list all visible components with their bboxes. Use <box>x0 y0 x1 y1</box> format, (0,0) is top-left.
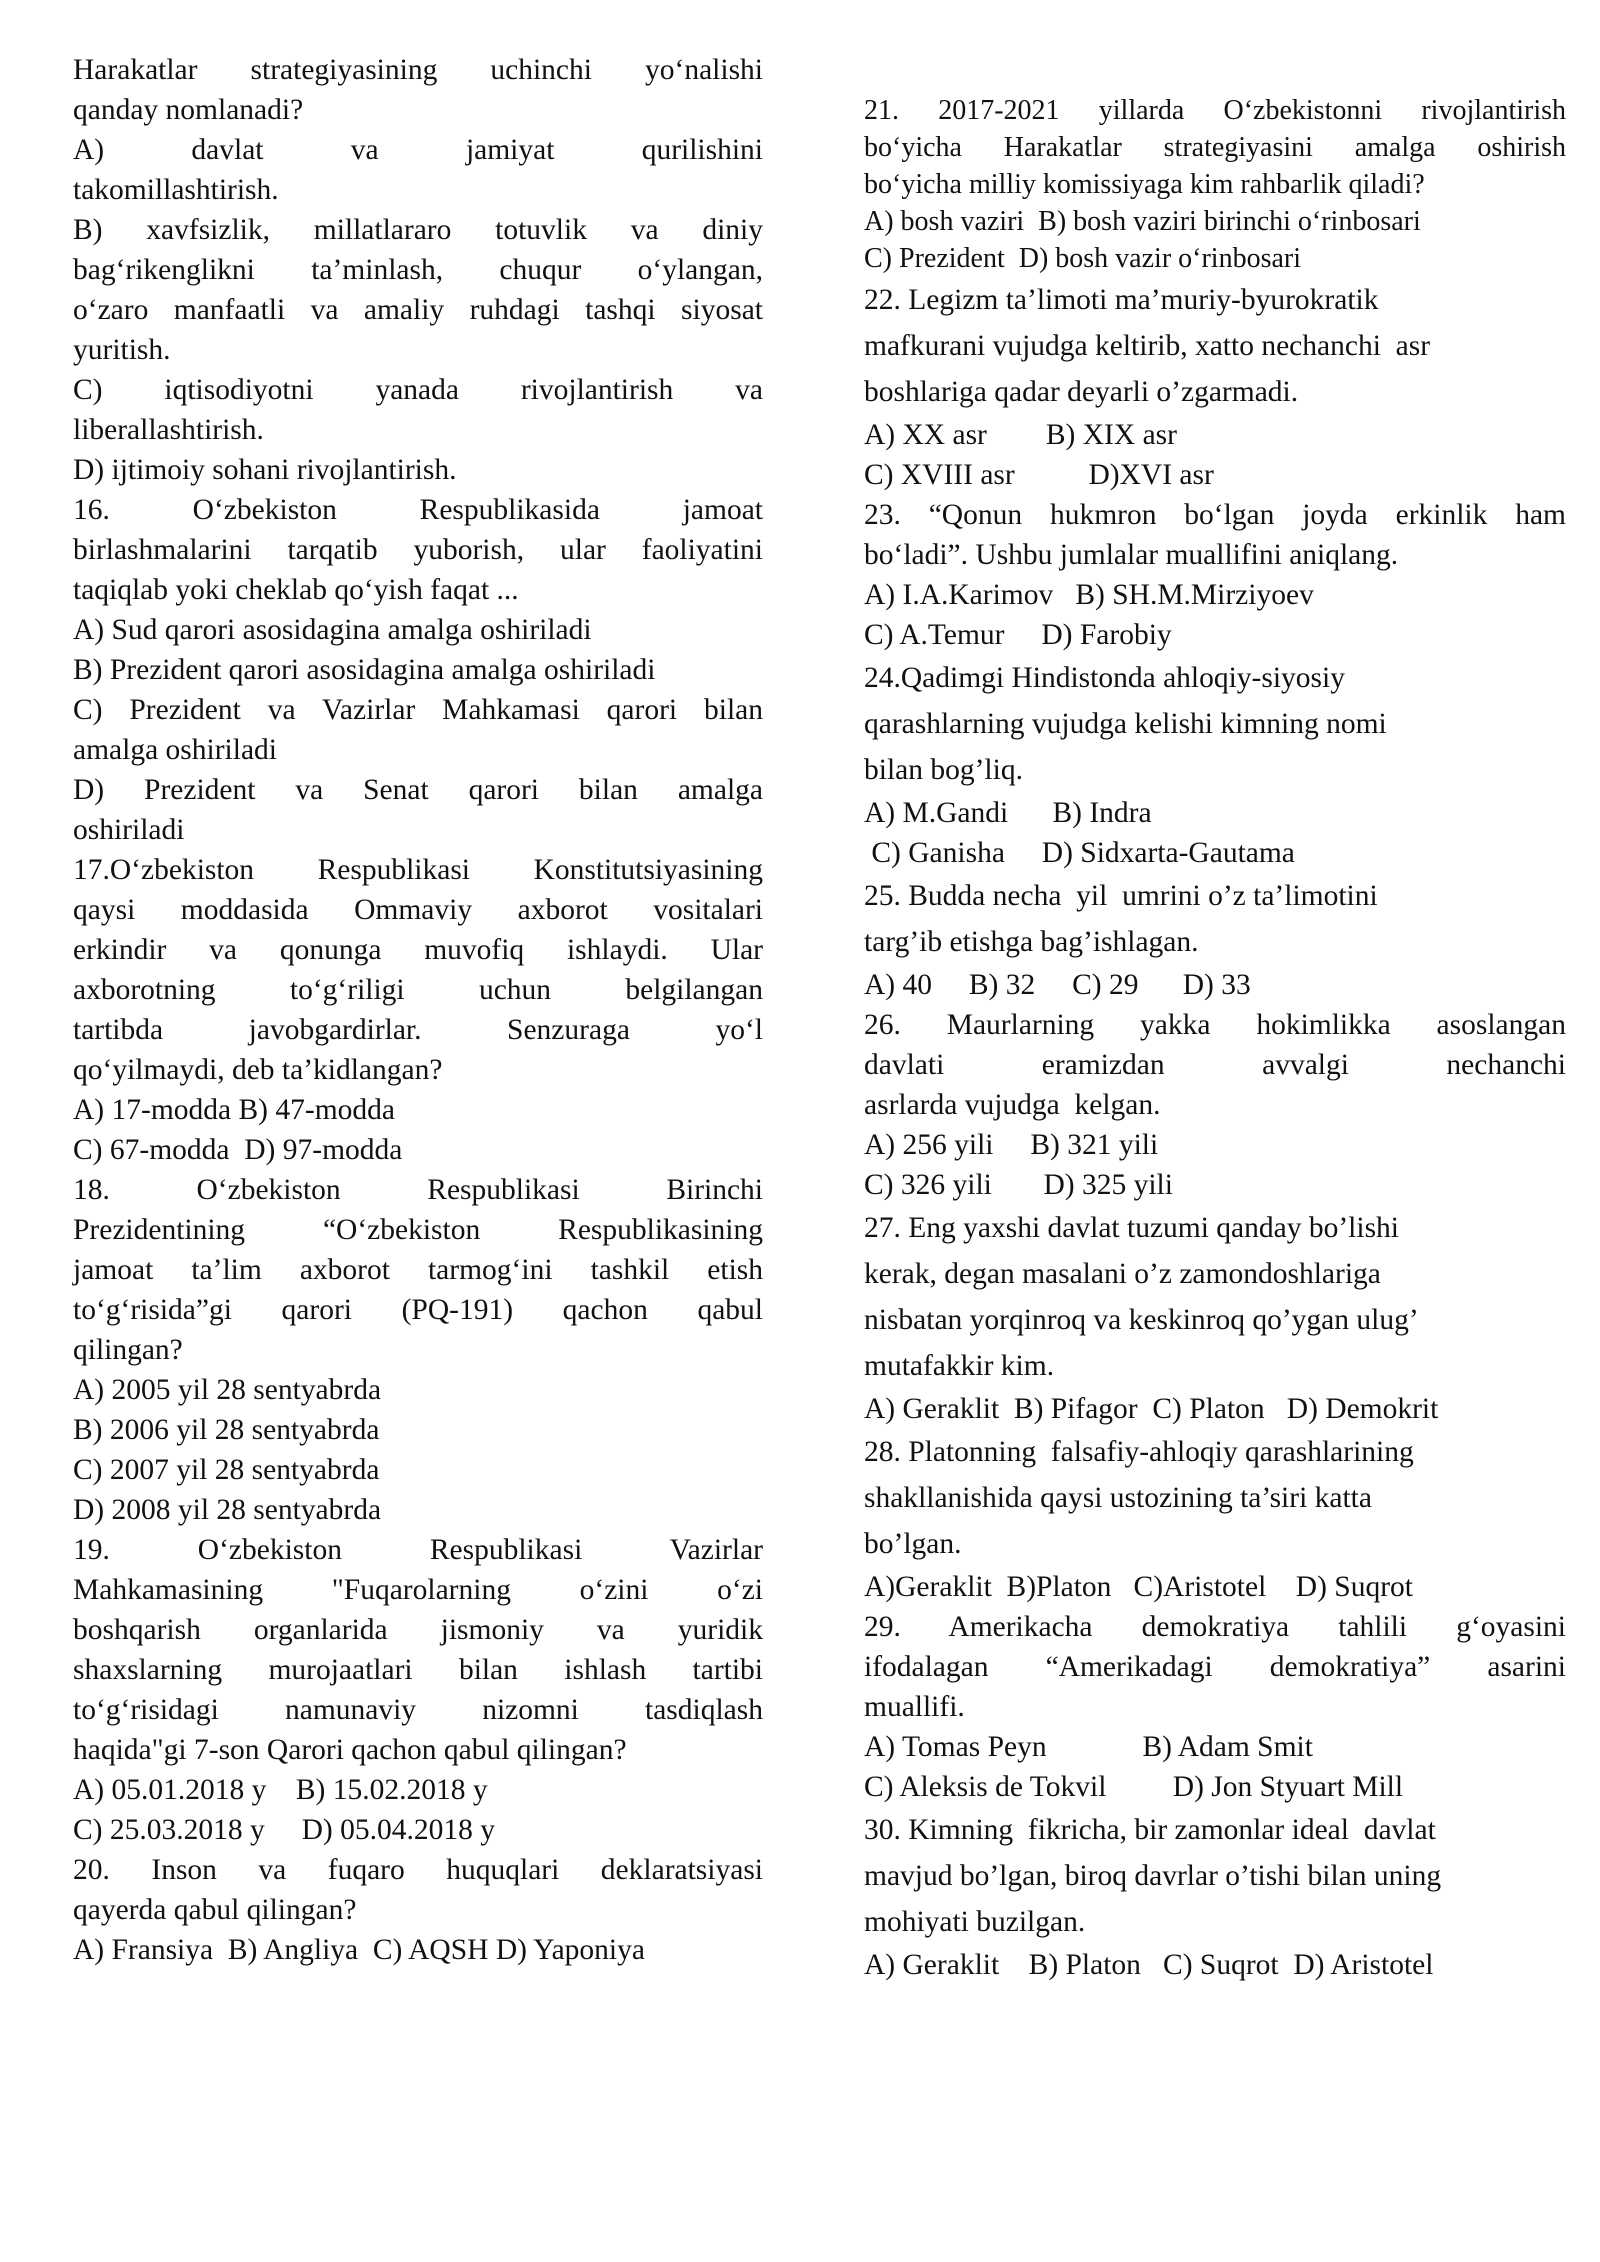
question-block-q22ab <box>864 415 1566 455</box>
text-line: 20. Inson va fuqaro huquqlari deklaratsiyasi <box>73 1854 763 1886</box>
text-line: davlati eramizdan avvalgi nechanchi <box>864 1049 1566 1081</box>
text-line: 25. Budda necha yil umrini o’z ta’limotini <box>864 880 1378 912</box>
text-line: erkindir va qonunga muvofiq ishlaydi. Ular <box>73 934 763 966</box>
question-block-q26 <box>864 1005 1566 1085</box>
question-block-q19cd <box>73 1810 763 1850</box>
text-line: shaxslarning murojaatlari bilan ishlash tartibi <box>73 1654 763 1686</box>
text-line: A) XX asr B) XIX asr <box>864 419 1177 451</box>
text-line: Harakatlar strategiyasining uchinchi yo‘nalishi <box>73 54 763 86</box>
left-column <box>73 50 763 1970</box>
text-line: 16. O‘zbekiston Respublikasida jamoat <box>73 494 763 526</box>
question-block-q29cd <box>864 1767 1566 1807</box>
text-line: mavjud bo’lgan, biroq davrlar o’tishi bilan uning <box>864 1860 1442 1892</box>
text-line: 22. Legizm ta’limoti ma’muriy-byurokratik <box>864 284 1379 316</box>
text-line: A) davlat va jamiyat qurilishini <box>73 134 763 166</box>
text-line: A) Tomas Peyn B) Adam Smit <box>864 1731 1313 1763</box>
question-block-q16 <box>73 490 763 610</box>
text-line: C) 25.03.2018 y D) 05.04.2018 y <box>73 1814 496 1846</box>
text-line: A) 2005 yil 28 sentyabrda <box>73 1374 382 1406</box>
text-line: 18. O‘zbekiston Respublikasi Birinchi <box>73 1174 763 1206</box>
question-block-q20 <box>73 1850 763 1930</box>
question-block-q24ab <box>864 793 1566 833</box>
question-block-q15b <box>73 210 763 370</box>
text-line: takomillashtirish. <box>73 174 279 206</box>
text-line: kerak, degan masalani o’z zamondoshlariga <box>864 1258 1381 1290</box>
text-line: Mahkamasining "Fuqarolarning o‘zini o‘zi <box>73 1574 763 1606</box>
text-line: qo‘yilmaydi, deb ta’kidlangan? <box>73 1054 443 1086</box>
question-block-q23ab <box>864 575 1566 615</box>
text-line: 28. Platonning falsafiy-ahloqiy qarashlarining <box>864 1436 1414 1468</box>
text-line: C) 326 yili D) 325 yili <box>864 1169 1173 1201</box>
text-line: A) I.A.Karimov B) SH.M.Mirziyoev <box>864 579 1314 611</box>
text-line: birlashmalarini tarqatib yuborish, ular faoliyatini <box>73 534 763 566</box>
text-line: to‘g‘risida”gi qarori (PQ-191) qachon qabul <box>73 1294 763 1326</box>
text-line: qayerda qabul qilingan? <box>73 1894 357 1926</box>
question-block-q22cd <box>864 455 1566 495</box>
text-line: liberallashtirish. <box>73 414 264 446</box>
text-line: B) xavfsizlik, millatlararo totuvlik va diniy <box>73 214 763 246</box>
question-block-q18d <box>73 1490 763 1530</box>
text-line: 29. Amerikacha demokratiya tahlili g‘oyasini <box>864 1611 1566 1643</box>
text-line: o‘zaro manfaatli va amaliy ruhdagi tashqi siyosat <box>73 294 763 326</box>
text-line: bilan bog’liq. <box>864 754 1023 786</box>
text-line: taqiqlab yoki cheklab qo‘yish faqat ... <box>73 574 519 606</box>
text-line: amalga oshiriladi <box>73 734 277 766</box>
text-line: A)Geraklit B)Platon C)Aristotel D) Suqrot <box>864 1571 1413 1603</box>
text-line: 30. Kimning fikricha, bir zamonlar ideal davlat <box>864 1814 1436 1846</box>
text-line: 21. 2017-2021 yillarda O‘zbekistonni rivojlantirish <box>864 95 1566 126</box>
text-line: C) Aleksis de Tokvil D) Jon Styuart Mill <box>864 1771 1404 1803</box>
text-line: yuritish. <box>73 334 171 366</box>
text-line: qarashlarning vujudga kelishi kimning nomi <box>864 708 1387 740</box>
text-line: nisbatan yorqinroq va keskinroq qo’ygan ulug’ <box>864 1304 1419 1336</box>
text-line: qaysi moddasida Ommaviy axborot vositalari <box>73 894 763 926</box>
question-block-q16d <box>73 770 763 850</box>
question-block-q26ab <box>864 1125 1566 1165</box>
question-block-q28opts <box>864 1567 1566 1607</box>
question-block-q25opts <box>864 965 1566 1005</box>
text-line: 19. O‘zbekiston Respublikasi Vazirlar <box>73 1534 763 1566</box>
text-line: asrlarda vujudga kelgan. <box>864 1089 1161 1121</box>
question-block-q15c <box>73 370 763 450</box>
question-block-q18b <box>73 1410 763 1450</box>
text-line: A) 40 B) 32 C) 29 D) 33 <box>864 969 1251 1001</box>
question-block-q21ab <box>864 203 1566 240</box>
text-line: bo’lgan. <box>864 1528 962 1560</box>
text-line: A) bosh vaziri B) bosh vaziri birinchi o‘rinbosari <box>864 206 1421 237</box>
question-block-q30 <box>864 1807 1566 1945</box>
text-line: D) 2008 yil 28 sentyabrda <box>73 1494 382 1526</box>
question-block-q17 <box>73 850 763 1090</box>
text-line: 24.Qadimgi Hindistonda ahloqiy-siyosiy <box>864 662 1345 694</box>
text-line: ifodalagan “Amerikadagi demokratiya” asarini <box>864 1651 1566 1683</box>
text-line: boshlariga qadar deyarli o’zgarmadi. <box>864 376 1299 408</box>
text-line: A) Geraklit B) Platon C) Suqrot D) Aristotel <box>864 1949 1434 1981</box>
text-line: D) ijtimoiy sohani rivojlantirish. <box>73 454 457 486</box>
text-line: oshiriladi <box>73 814 185 846</box>
question-block-q18c <box>73 1450 763 1490</box>
text-line: muallifi. <box>864 1691 965 1723</box>
question-block-q27 <box>864 1205 1566 1389</box>
question-block-q19ab <box>73 1770 763 1810</box>
question-block-q21cd <box>864 240 1566 277</box>
text-line: mohiyati buzilgan. <box>864 1906 1086 1938</box>
question-block-q25 <box>864 873 1566 965</box>
text-line: D) Prezident va Senat qarori bilan amalga <box>73 774 763 806</box>
question-block-q18 <box>73 1170 763 1370</box>
text-line: mafkurani vujudga keltirib, xatto nechanchi asr <box>864 330 1431 362</box>
text-line: 26. Maurlarning yakka hokimlikka asoslangan <box>864 1009 1566 1041</box>
text-line: qilingan? <box>73 1334 183 1366</box>
text-line: bag‘rikenglikni ta’minlash, chuqur o‘ylangan, <box>73 254 763 286</box>
text-line: mutafakkir kim. <box>864 1350 1055 1382</box>
text-line: bo‘yicha Harakatlar strategiyasini amalga oshirish <box>864 132 1566 163</box>
question-block-q18a <box>73 1370 763 1410</box>
text-line: C) A.Temur D) Farobiy <box>864 619 1172 651</box>
text-line: A) 05.01.2018 y B) 15.02.2018 y <box>73 1774 488 1806</box>
text-line: C) iqtisodiyotni yanada rivojlantirish va <box>73 374 763 406</box>
text-line: B) Prezident qarori asosidagina amalga oshiriladi <box>73 654 656 686</box>
text-line: C) Prezident va Vazirlar Mahkamasi qarori bilan <box>73 694 763 726</box>
text-line: boshqarish organlarida jismoniy va yuridik <box>73 1614 763 1646</box>
right-column <box>864 92 1566 1985</box>
text-line: to‘g‘risidagi namunaviy nizomni tasdiqlash <box>73 1694 763 1726</box>
text-line: Prezidentining “O‘zbekiston Respublikasining <box>73 1214 763 1246</box>
text-line: A) 17-modda B) 47-modda <box>73 1094 395 1126</box>
question-block-q19 <box>73 1530 763 1770</box>
question-block-q24 <box>864 655 1566 793</box>
text-line: A) Fransiya B) Angliya C) AQSH D) Yaponiya <box>73 1934 645 1966</box>
question-block-q17cd <box>73 1130 763 1170</box>
question-block-q17ab <box>73 1090 763 1130</box>
text-line: C) XVIII asr D)XVI asr <box>864 459 1214 491</box>
question-block-q21 <box>864 92 1566 203</box>
text-line: A) 256 yili B) 321 yili <box>864 1129 1159 1161</box>
text-line: shakllanishida qaysi ustozining ta’siri katta <box>864 1482 1372 1514</box>
text-line: C) Ganisha D) Sidxarta-Gautama <box>864 837 1295 869</box>
text-line: C) Prezident D) bosh vazir o‘rinbosari <box>864 243 1301 274</box>
question-block-q29 <box>864 1607 1566 1727</box>
text-line: 27. Eng yaxshi davlat tuzumi qanday bo’lishi <box>864 1212 1400 1244</box>
question-block-q27opts <box>864 1389 1566 1429</box>
question-block-q23 <box>864 495 1566 575</box>
question-block-q29ab <box>864 1727 1566 1767</box>
text-line: 17.O‘zbekiston Respublikasi Konstitutsiyasining <box>73 854 763 886</box>
question-block-q16c <box>73 690 763 770</box>
text-line: B) 2006 yil 28 sentyabrda <box>73 1414 380 1446</box>
question-block-q16b <box>73 650 763 690</box>
text-line: targ’ib etishga bag’ishlagan. <box>864 926 1199 958</box>
text-line: A) Sud qarori asosidagina amalga oshiriladi <box>73 614 592 646</box>
text-line: C) 2007 yil 28 sentyabrda <box>73 1454 380 1486</box>
question-block-q15 <box>73 50 763 130</box>
text-line: qanday nomlanadi? <box>73 94 304 126</box>
text-line: 23. “Qonun hukmron bo‘lgan joyda erkinlik ham <box>864 499 1566 531</box>
text-line: axborotning to‘g‘riligi uchun belgilangan <box>73 974 763 1006</box>
question-block-q16a <box>73 610 763 650</box>
question-block-q15a <box>73 130 763 210</box>
question-block-q26b <box>864 1085 1566 1125</box>
question-block-q23cd <box>864 615 1566 655</box>
text-line: C) 67-modda D) 97-modda <box>73 1134 403 1166</box>
text-line: bo‘ladi”. Ushbu jumlalar muallifini aniqlang. <box>864 539 1399 571</box>
text-line: A) M.Gandi B) Indra <box>864 797 1152 829</box>
question-block-q20opts <box>73 1930 763 1970</box>
text-line: tartibda javobgardirlar. Senzuraga yo‘l <box>73 1014 763 1046</box>
question-block-q26cd <box>864 1165 1566 1205</box>
text-line: A) Geraklit B) Pifagor C) Platon D) Demokrit <box>864 1393 1439 1425</box>
text-line: bo‘yicha milliy komissiyaga kim rahbarlik qiladi? <box>864 169 1425 200</box>
question-block-q22 <box>864 277 1566 415</box>
question-block-q24cd <box>864 833 1566 873</box>
question-block-q30opts <box>864 1945 1566 1985</box>
question-block-q28 <box>864 1429 1566 1567</box>
text-line: jamoat ta’lim axborot tarmog‘ini tashkil etish <box>73 1254 763 1286</box>
question-block-q15d <box>73 450 763 490</box>
text-line: haqida"gi 7-son Qarori qachon qabul qilingan? <box>73 1734 627 1766</box>
